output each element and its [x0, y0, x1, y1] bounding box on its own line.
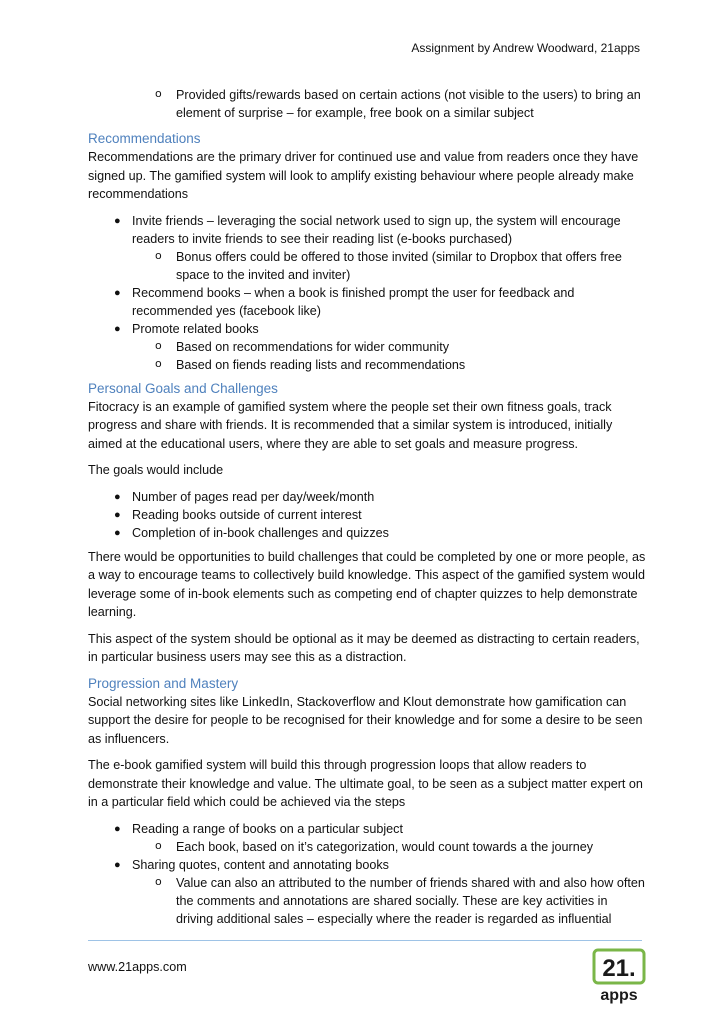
- footer-divider: [88, 940, 642, 941]
- section-heading-recommendations: Recommendations: [88, 131, 201, 146]
- bullet-icon: ●: [114, 322, 121, 335]
- recommendations-list: [88, 212, 648, 374]
- list-item: o Provided gifts/rewards based on certain actions (not visible to the users) to bring an element of surprise – for example, free book on a similar subject: [155, 87, 641, 120]
- circle-bullet-icon: o: [155, 356, 162, 370]
- list-subitem: o Each book, based on it’s categorization, would count towards a the journey: [155, 838, 594, 854]
- circle-bullet-icon: o: [155, 87, 162, 100]
- bullet-icon: ●: [114, 858, 121, 871]
- bullet-icon: ●: [114, 286, 121, 299]
- bullet-icon: ●: [114, 508, 121, 521]
- paragraph: This aspect of the system should be optional as it may be deemed as distracting to certain readers, in particular business users may see this as a distraction.: [88, 631, 640, 664]
- page-header: Assignment by Andrew Woodward, 21apps: [411, 41, 640, 55]
- paragraph: The e-book gamified system will build this through progression loops that allow readers to demonstrate their knowledge and value. The ultimate goal, to be seen as a subject matter expert on in a particular field which could be achieved via the steps: [88, 758, 643, 809]
- paragraph: Recommendations are the primary driver for continued use and value from readers once they have signed up. The gamified system will look to amplify existing behaviour where people already make recommendations: [88, 150, 639, 201]
- progression-list: [88, 820, 648, 928]
- section-heading-goals: Personal Goals and Challenges: [88, 380, 278, 396]
- list-item: ● Reading a range of books on a particular subject: [114, 821, 403, 836]
- goals-list: [88, 488, 648, 542]
- bullet-icon: ●: [114, 822, 121, 835]
- section-heading-progression: Progression and Mastery: [88, 675, 239, 691]
- footer-url: www.21apps.com: [88, 960, 187, 974]
- list-item: ● Invite friends – leveraging the social network used to sign up, the system will encourage readers to invite friends to see their reading list (e-books purchased): [114, 213, 621, 246]
- list-subitem: o Based on recommendations for wider community: [155, 338, 449, 354]
- bullet-icon: ●: [114, 490, 121, 503]
- intro-list: [88, 86, 648, 122]
- paragraph: Social networking sites like LinkedIn, Stackoverflow and Klout demonstrate how gamification can support the desire for people to be recognised for their knowledge and for some a desire to be seen as influencers.: [88, 694, 643, 746]
- circle-bullet-icon: o: [155, 874, 162, 888]
- list-item: ● Promote related books: [114, 321, 259, 336]
- circle-bullet-icon: o: [155, 338, 162, 352]
- logo-text-top: 21.: [602, 955, 636, 982]
- list-item: ● Completion of in-book challenges and quizzes: [114, 525, 389, 540]
- page-body: [88, 86, 648, 928]
- 21apps-logo: [592, 948, 646, 1004]
- paragraph: Fitocracy is an example of gamified system where the people set their own fitness goals, track progress and share with friends. It is recommended that a similar system is introduced, initially aimed at the educational users, where they are able to set goals and measure progress.: [88, 399, 613, 451]
- list-item: ● Number of pages read per day/week/month: [114, 489, 375, 504]
- circle-bullet-icon: o: [155, 248, 162, 262]
- logo-text-bottom: apps: [600, 987, 638, 1004]
- paragraph: There would be opportunities to build challenges that could be completed by one or more people, as a way to encourage teams to collectively build knowledge. This aspect of the gamified system would leverage some of in-book elements such as competing end of chapter quizzes to help demonstrate learning.: [88, 549, 646, 619]
- list-subitem: o Value can also an attributed to the number of friends shared with and also how often the comments and annotations are shared socially. These are key activities in driving additional sales – especially where the reader is regarded as influential: [155, 874, 645, 926]
- paragraph: The goals would include: [88, 463, 224, 477]
- list-subitem: o Based on fiends reading lists and recommendations: [155, 356, 466, 372]
- list-subitem: o Bonus offers could be offered to those invited (similar to Dropbox that offers free space to the invited and inviter): [155, 248, 622, 282]
- bullet-icon: ●: [114, 526, 121, 539]
- bullet-icon: ●: [114, 214, 121, 227]
- list-item: ● Sharing quotes, content and annotating books: [114, 857, 389, 872]
- list-item: ● Recommend books – when a book is finished prompt the user for feedback and recommended yes (facebook like): [114, 285, 575, 318]
- circle-bullet-icon: o: [155, 838, 162, 852]
- list-item: ● Reading books outside of current interest: [114, 507, 362, 522]
